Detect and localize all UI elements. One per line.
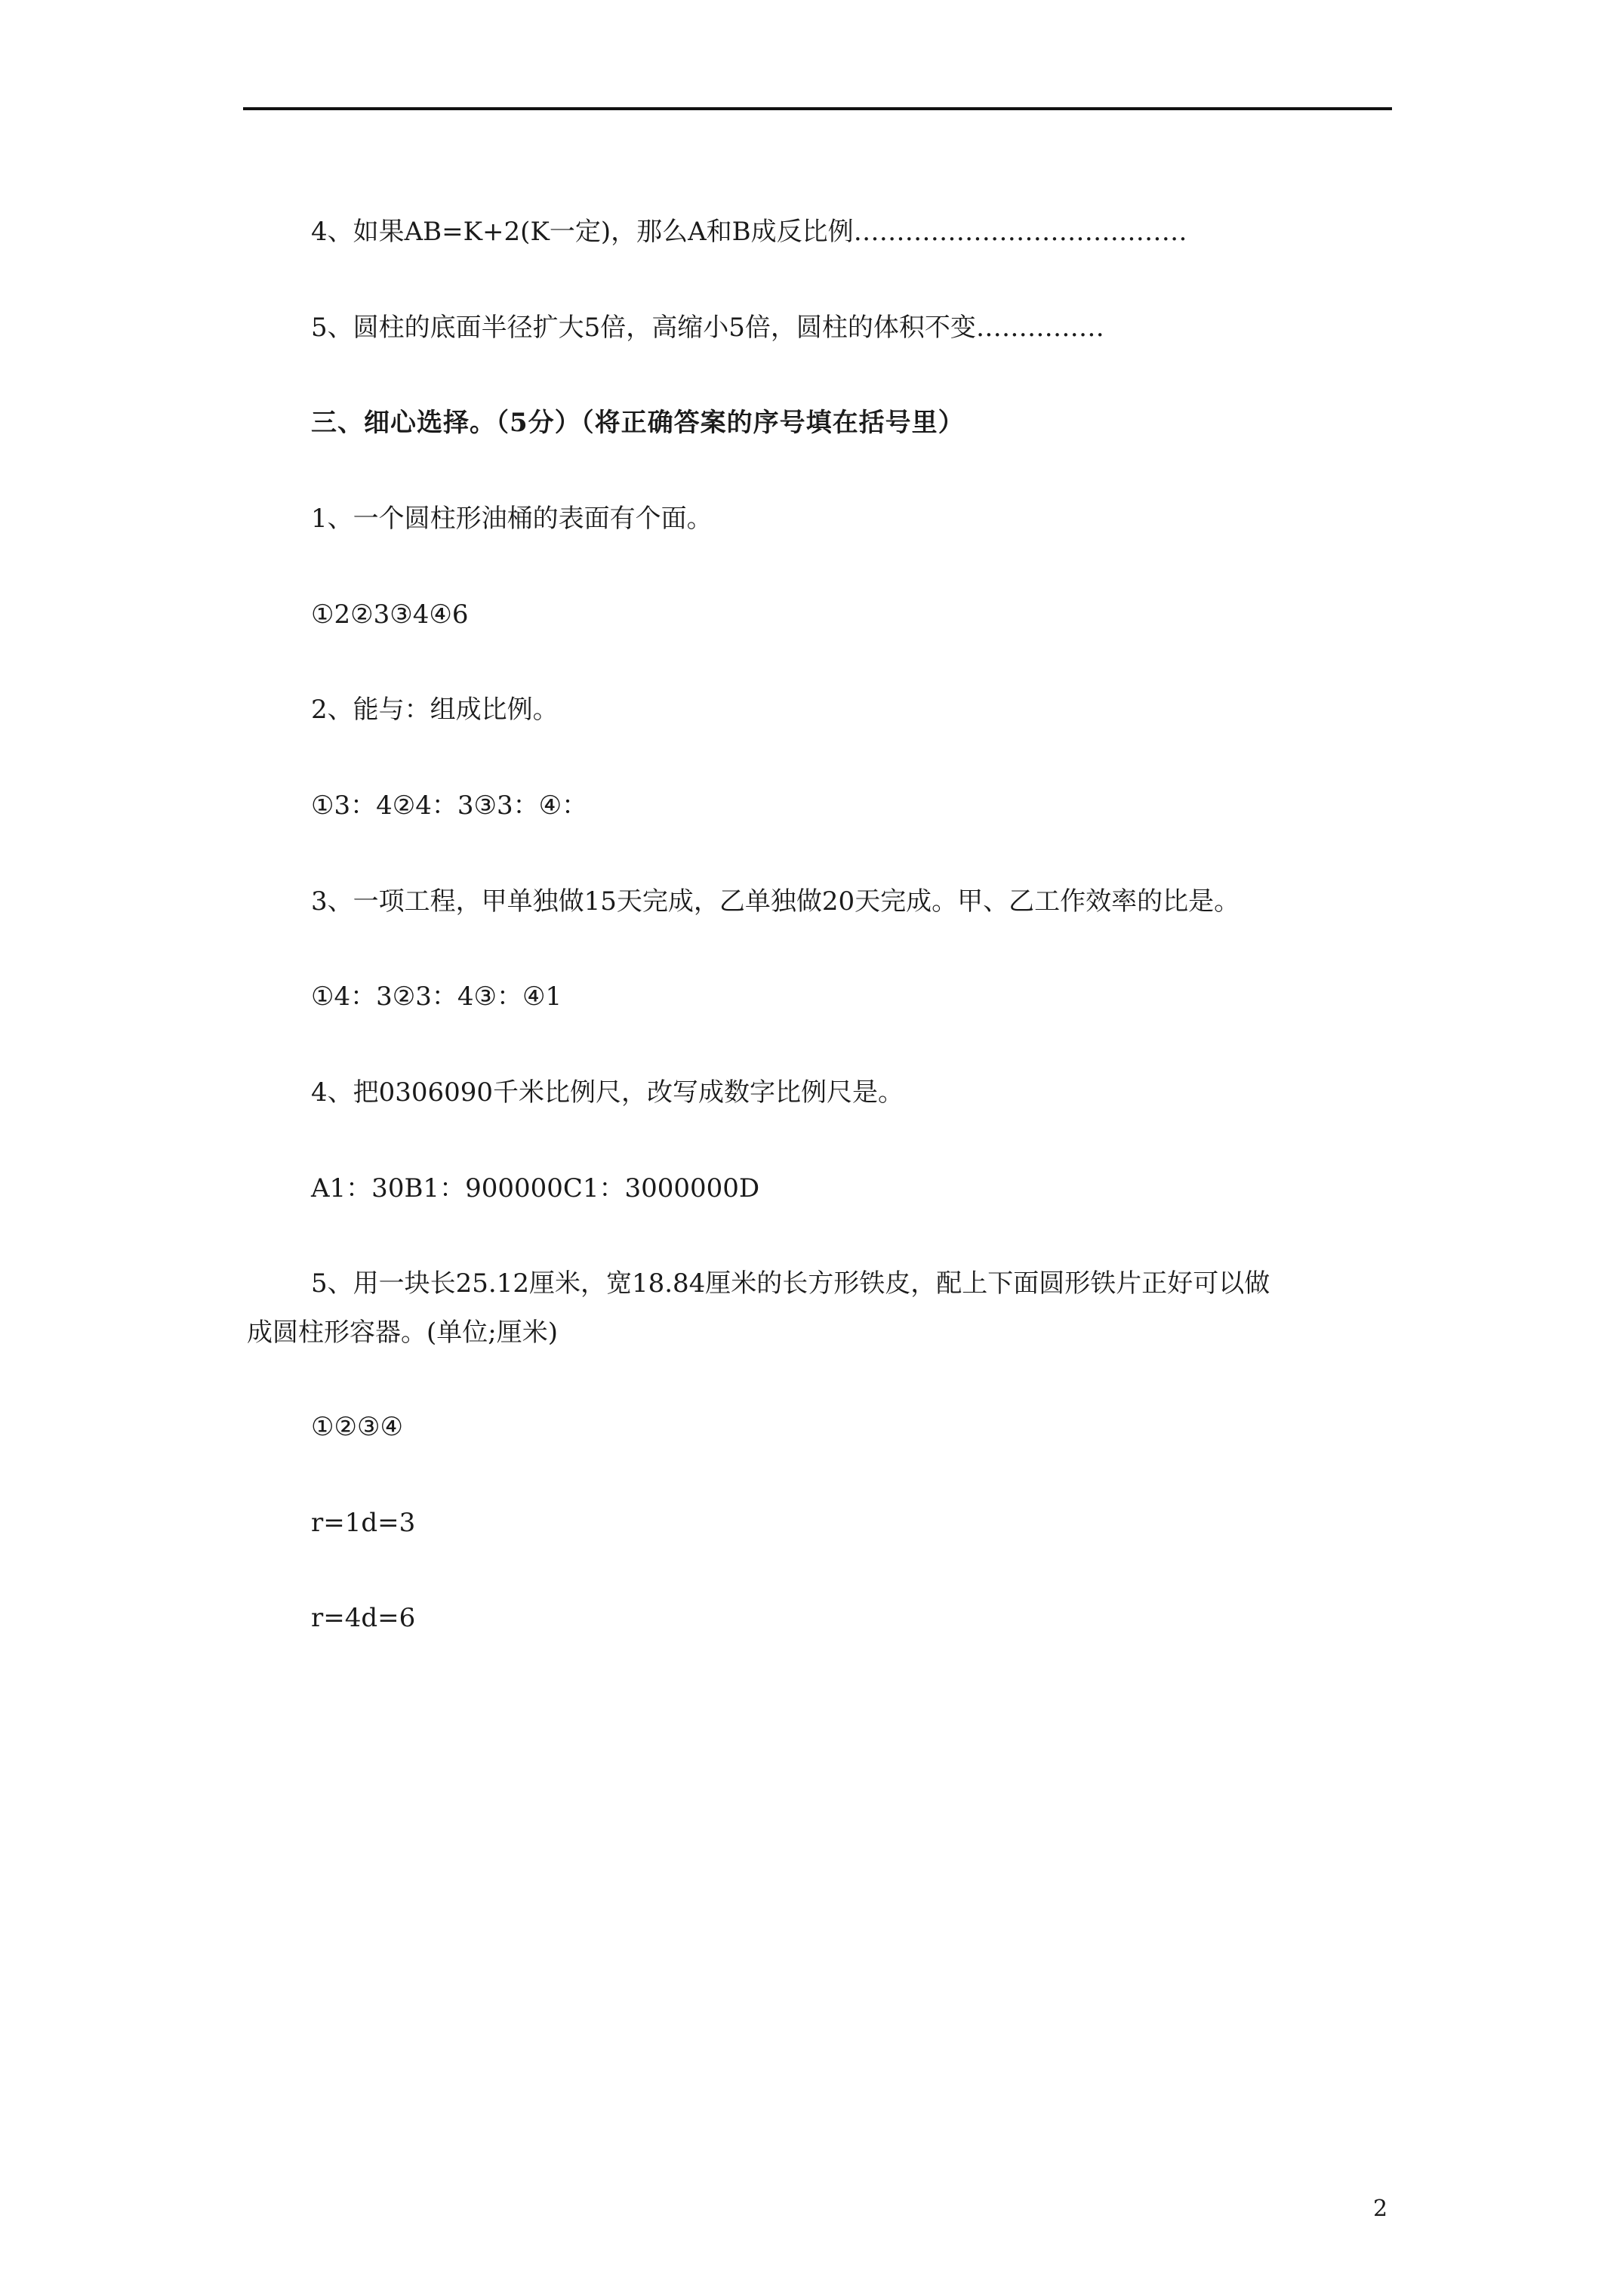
page-number: 2	[1373, 2196, 1388, 2222]
choice-options-2: ①3：4②4：3③3：④：	[311, 791, 588, 821]
choice-options-5: ①②③④	[311, 1412, 403, 1442]
choice-options-1: ①2②3③4④6	[311, 599, 469, 630]
choice-question-2: 2、能与：组成比例。	[311, 695, 559, 725]
header-rule	[243, 107, 1392, 110]
choice-5-option-row-2: r=4d=6	[311, 1603, 416, 1633]
choice-options-4: A1：30B1：900000C1：3000000D	[311, 1173, 760, 1203]
choice-question-3: 3、一项工程，甲单独做15天完成，乙单独做20天完成。甲、乙工作效率的比是。	[311, 886, 1240, 917]
choice-question-5-line-1: 5、用一块长25.12厘米，宽18.84厘米的长方形铁皮，配上下面圆形铁片正好可以做	[311, 1268, 1270, 1299]
choice-question-1: 1、一个圆柱形油桶的表面有个面。	[311, 504, 713, 534]
judge-item-4: 4、如果AB=K+2(K一定)，那么A和B成反比例…………………………………	[311, 217, 1187, 247]
choice-5-option-row-1: r=1d=3	[311, 1508, 416, 1538]
section-heading-choice: 三、细心选择。（5分）（将正确答案的序号填在括号里）	[311, 408, 965, 438]
judge-item-5: 5、圆柱的底面半径扩大5倍，高缩小5倍，圆柱的体积不变……………	[311, 313, 1104, 343]
choice-question-4: 4、把0306090千米比例尺，改写成数字比例尺是。	[311, 1077, 904, 1108]
choice-options-3: ①4：3②3：4③：④1	[311, 982, 562, 1012]
choice-question-5-line-2: 成圆柱形容器。(单位;厘米)	[247, 1318, 558, 1348]
